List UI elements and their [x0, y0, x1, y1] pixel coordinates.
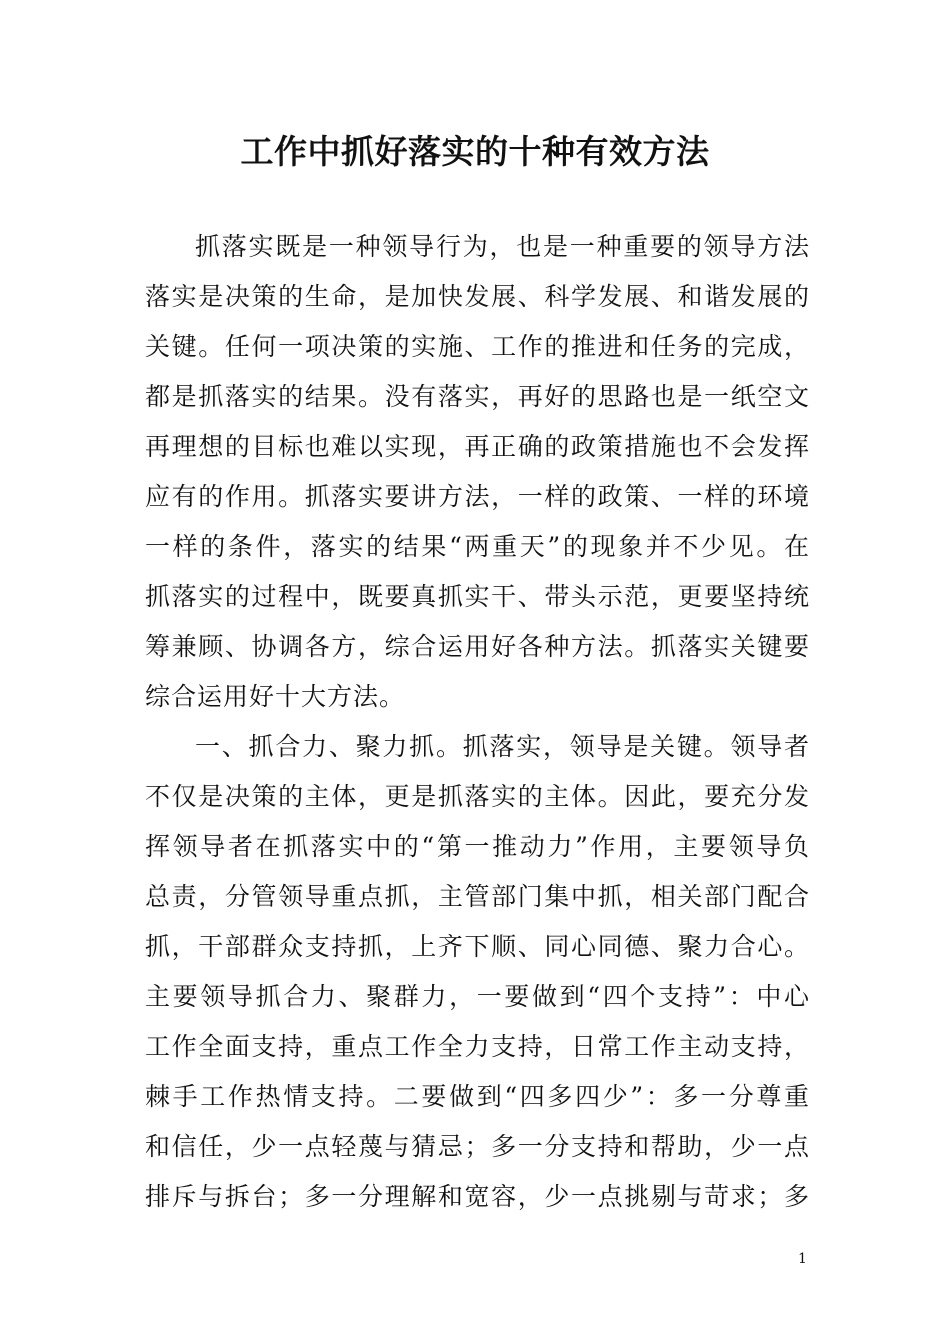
paragraph-line: 工作全面支持，重点工作全力支持，日常工作主动支持，	[145, 1032, 810, 1061]
document-title: 工作中抓好落实的十种有效方法	[240, 132, 710, 171]
paragraph-line: 总责，分管领导重点抓，主管部门集中抓，相关部门配合	[145, 882, 810, 911]
paragraph-line: 一样的条件，落实的结果“两重天”的现象并不少见。在	[145, 532, 810, 561]
paragraph-line: 棘手工作热情支持。二要做到“四多四少”：多一分尊重	[145, 1082, 810, 1111]
paragraph-line: 抓落实既是一种领导行为，也是一种重要的领导方法	[195, 232, 810, 261]
paragraph-line: 挥领导者在抓落实中的“第一推动力”作用，主要领导负	[145, 832, 810, 861]
paragraph-line: 都是抓落实的结果。没有落实，再好的思路也是一纸空文	[145, 382, 810, 411]
paragraph-line: 一、抓合力、聚力抓。抓落实，领导是关键。领导者	[195, 732, 810, 761]
paragraph-line: 不仅是决策的主体，更是抓落实的主体。因此，要充分发	[145, 782, 810, 811]
paragraph-line: 关键。任何一项决策的实施、工作的推进和任务的完成，	[145, 332, 810, 361]
paragraph-line: 落实是决策的生命，是加快发展、科学发展、和谐发展的	[145, 282, 810, 311]
paragraph-line: 综合运用好十大方法。	[145, 682, 406, 711]
paragraph-line: 筹兼顾、协调各方，综合运用好各种方法。抓落实关键要	[145, 632, 810, 661]
page-number: 1	[798, 1251, 807, 1267]
paragraph-line: 抓，干部群众支持抓，上齐下顺、同心同德、聚力合心。	[145, 932, 810, 961]
paragraph-line: 和信任，少一点轻蔑与猜忌；多一分支持和帮助，少一点	[145, 1132, 810, 1161]
paragraph-line: 应有的作用。抓落实要讲方法，一样的政策、一样的环境	[145, 482, 810, 511]
paragraph-line: 抓落实的过程中，既要真抓实干、带头示范，更要坚持统	[145, 582, 810, 611]
paragraph-line: 再理想的目标也难以实现，再正确的政策措施也不会发挥	[145, 432, 810, 461]
paragraph-line: 主要领导抓合力、聚群力，一要做到“四个支持”：中心	[145, 982, 810, 1011]
paragraph-line: 排斥与拆台；多一分理解和宽容，少一点挑剔与苛求；多	[145, 1182, 810, 1211]
